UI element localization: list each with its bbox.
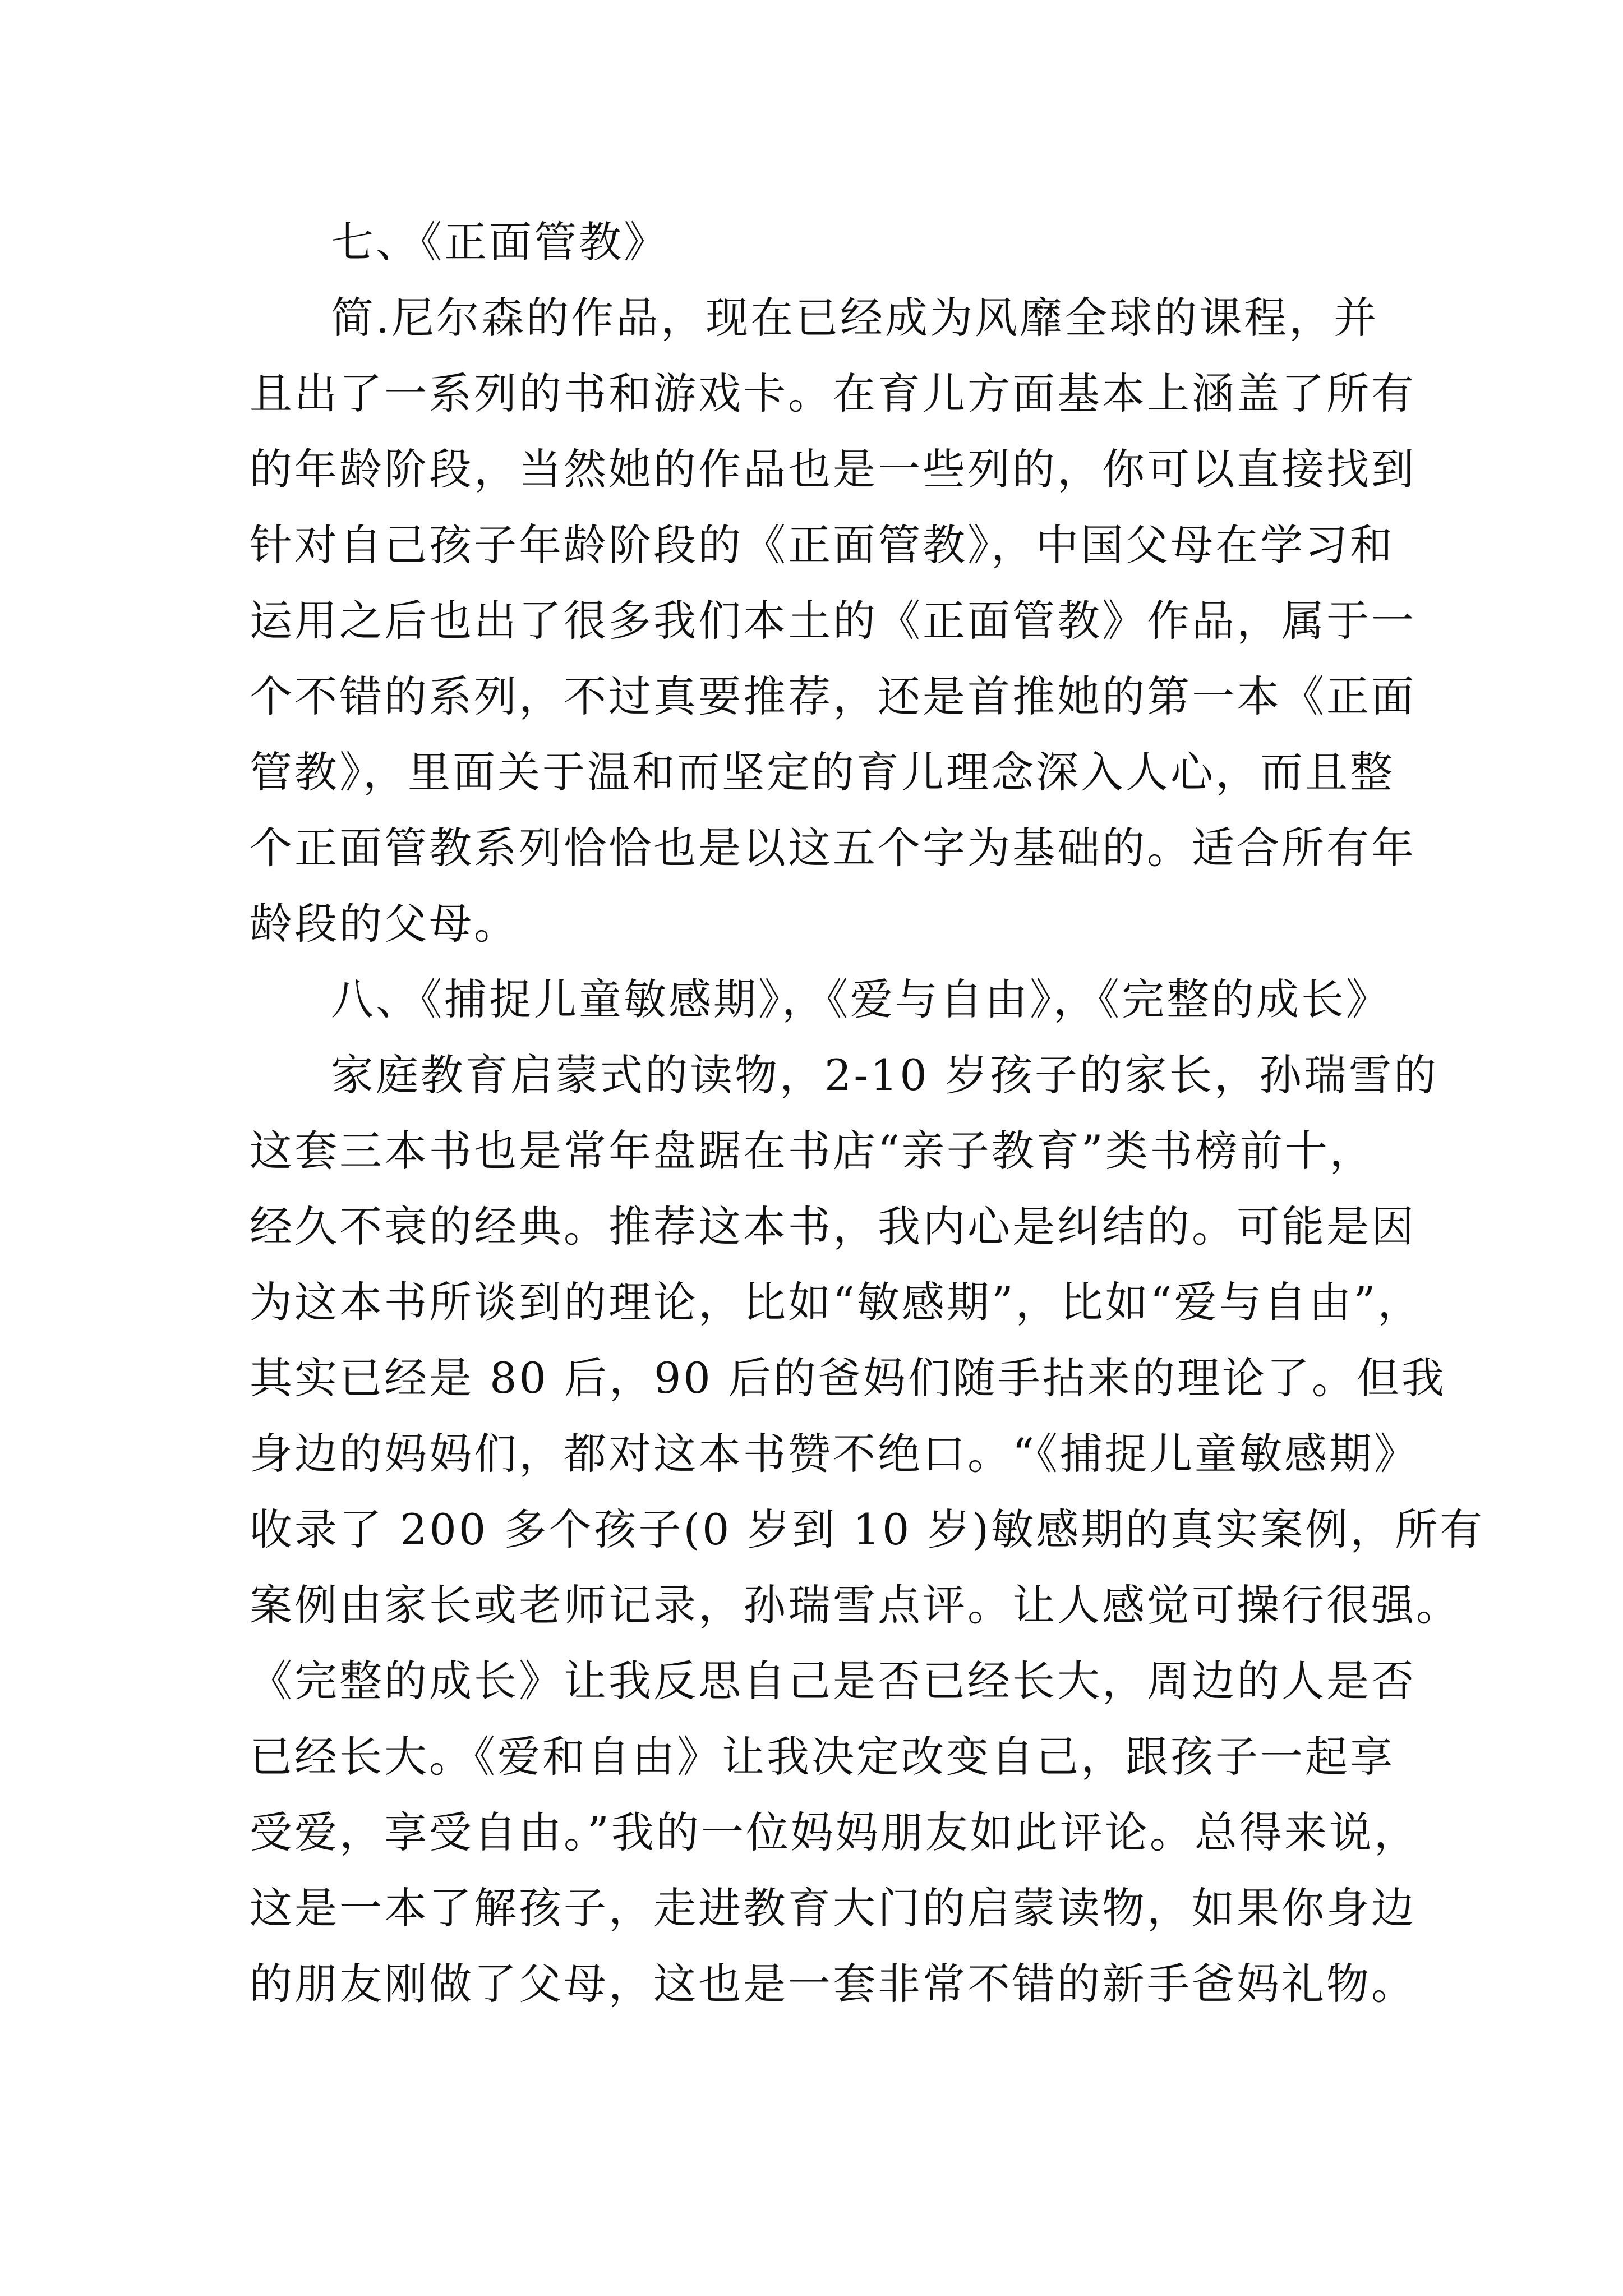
paragraph-line: 这套三本书也是常年盘踞在书店“亲子教育”类书榜前十，: [250, 1126, 1375, 1176]
paragraph-line: 运用之后也出了很多我们本土的《正面管教》作品，属于一: [250, 596, 1416, 646]
paragraph-line: 经久不衰的经典。推荐这本书，我内心是纠结的。可能是因: [250, 1202, 1416, 1251]
paragraph-line: 其实已经是 80 后，90 后的爸妈们随手拈来的理论了。但我: [250, 1353, 1446, 1403]
paragraph-line: 为这本书所谈到的理论，比如“敏感期”，比如“爱与自由”，: [250, 1277, 1423, 1327]
paragraph-line: 的朋友刚做了父母，这也是一套非常不错的新手爸妈礼物。: [250, 1959, 1416, 2009]
section-heading-7: 七、《正面管教》: [331, 217, 668, 267]
paragraph-line: 案例由家长或老师记录，孙瑞雪点评。让人感觉可操行很强。: [250, 1580, 1461, 1630]
paragraph-line: 龄段的父母。: [250, 899, 519, 949]
paragraph-line: 《完整的成长》让我反思自己是否已经长大，周边的人是否: [250, 1656, 1416, 1706]
paragraph-line: 针对自己孩子年龄阶段的《正面管教》，中国父母在学习和: [250, 520, 1395, 570]
paragraph-line: 个不错的系列，不过真要推荐，还是首推她的第一本《正面: [250, 671, 1416, 721]
paragraph-line: 且出了一系列的书和游戏卡。在育儿方面基本上涵盖了所有: [250, 369, 1416, 418]
section-heading-8: 八、《捕捉儿童敏感期》，《爱与自由》，《完整的成长》: [331, 974, 1391, 1024]
paragraph-line: 受爱，享受自由。”我的一位妈妈朋友如此评论。总得来说，: [250, 1807, 1419, 1857]
paragraph-line: 身边的妈妈们，都对这本书赞不绝口。“《捕捉儿童敏感期》: [250, 1429, 1419, 1479]
paragraph-line: 家庭教育启蒙式的读物，2-10 岁孩子的家长，孙瑞雪的: [331, 1050, 1438, 1100]
paragraph-line: 已经长大。《爱和自由》让我决定改变自己，跟孩子一起享: [250, 1732, 1395, 1782]
paragraph-line: 收录了 200 多个孩子(0 岁到 10 岁)敏感期的真实案例，所有: [250, 1504, 1485, 1554]
paragraph-line: 的年龄阶段，当然她的作品也是一些列的，你可以直接找到: [250, 444, 1416, 494]
paragraph-line: 这是一本了解孩子，走进教育大门的启蒙读物，如果你身边: [250, 1883, 1416, 1933]
paragraph-line: 管教》，里面关于温和而坚定的育儿理念深入人心，而且整: [250, 747, 1395, 797]
paragraph-line: 个正面管教系列恰恰也是以这五个字为基础的。适合所有年: [250, 823, 1416, 873]
paragraph-line: 简.尼尔森的作品，现在已经成为风靡全球的课程，并: [331, 293, 1379, 343]
